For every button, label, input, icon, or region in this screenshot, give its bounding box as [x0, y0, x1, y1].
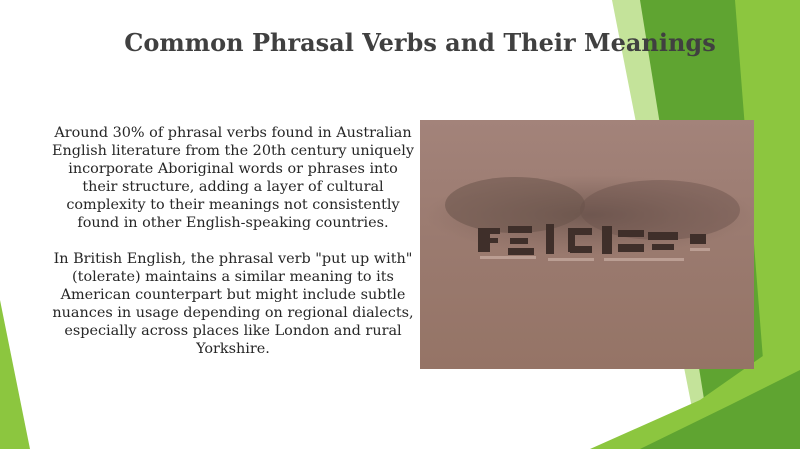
accent-left-sliver [0, 300, 30, 449]
slide-title: Common Phrasal Verbs and Their Meanings [124, 28, 716, 57]
body-text [52, 124, 414, 376]
photo-illustration [420, 120, 754, 369]
carved-letters-photo [420, 120, 754, 369]
paragraph-australian-english: Around 30% of phrasal verbs found in Australian English literature from the 20th century uniquely incorporate Aboriginal words or phrases into their structure, adding a layer of cultural complexity to their meanings not consistently found in other English-speaking countries. [52, 125, 414, 231]
paragraph-british-english: In British English, the phrasal verb "put up with" (tolerate) maintains a similar meaning to its American counterpart but might include subtle nuances in usage depending on regional dialects, especially across places like London and rural Yorkshire. [52, 251, 414, 357]
